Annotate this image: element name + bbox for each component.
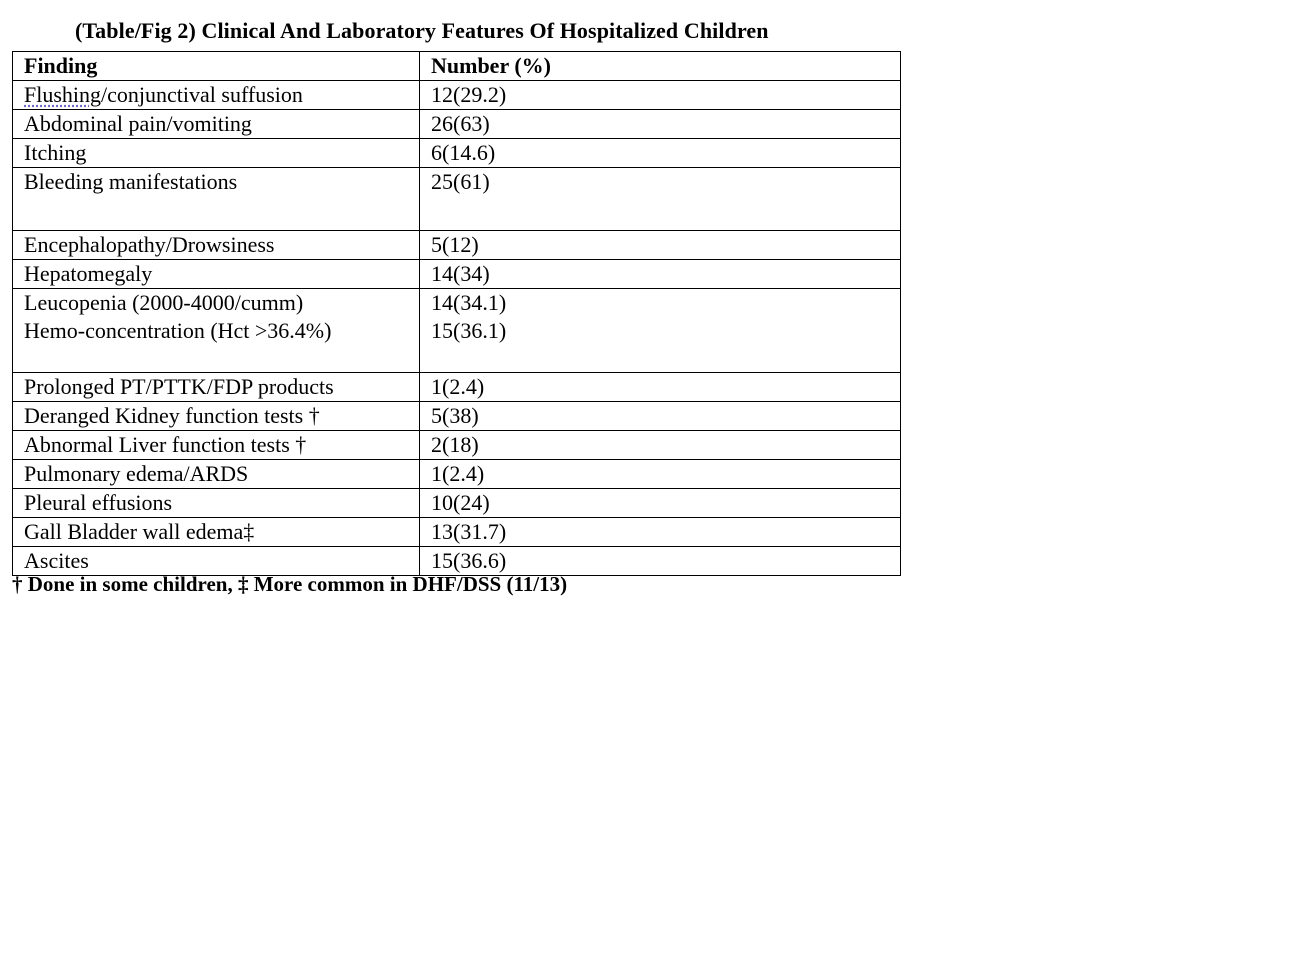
finding-cell bbox=[13, 81, 420, 110]
value-cell: 5(38) bbox=[420, 402, 901, 431]
finding-line: Leucopenia (2000-4000/cumm) bbox=[24, 290, 304, 315]
value-cell: 5(12) bbox=[420, 231, 901, 260]
table-row bbox=[13, 289, 901, 373]
value-cell: 10(24) bbox=[420, 489, 901, 518]
table-row bbox=[13, 168, 901, 231]
value-cell: 6(14.6) bbox=[420, 139, 901, 168]
table-row bbox=[13, 373, 901, 402]
table-footnote: † Done in some children, ‡ More common in DHF/DSS (11/13) bbox=[12, 572, 568, 596]
finding-cell: Deranged Kidney function tests † bbox=[13, 402, 420, 431]
table-row bbox=[13, 518, 901, 547]
finding-cell: Itching bbox=[13, 139, 420, 168]
findings-table bbox=[12, 51, 901, 576]
value-cell: 12(29.2) bbox=[420, 81, 901, 110]
table-row bbox=[13, 110, 901, 139]
value-cell bbox=[420, 289, 901, 373]
value-cell: 25(61) bbox=[420, 168, 901, 231]
table-header-row bbox=[13, 52, 901, 81]
column-header-number: Number (%) bbox=[420, 52, 901, 81]
table-row bbox=[13, 489, 901, 518]
finding-cell: Prolonged PT/PTTK/FDP products bbox=[13, 373, 420, 402]
finding-cell: Abdominal pain/vomiting bbox=[13, 110, 420, 139]
finding-line: Hemo-concentration (Hct >36.4%) bbox=[24, 318, 332, 343]
table-title: (Table/Fig 2) Clinical And Laboratory Features Of Hospitalized Children bbox=[75, 18, 769, 43]
value-cell: 26(63) bbox=[420, 110, 901, 139]
finding-cell: Bleeding manifestations bbox=[13, 168, 420, 231]
finding-cell: Pleural effusions bbox=[13, 489, 420, 518]
finding-cell: Ascites bbox=[13, 547, 420, 576]
spellcheck-word: Flushing bbox=[24, 82, 102, 107]
finding-cell: Pulmonary edema/ARDS bbox=[13, 460, 420, 489]
table-row bbox=[13, 81, 901, 110]
table-row bbox=[13, 460, 901, 489]
value-cell: 14(34) bbox=[420, 260, 901, 289]
value-line: 14(34.1) bbox=[431, 290, 507, 315]
finding-cell: Gall Bladder wall edema‡ bbox=[13, 518, 420, 547]
finding-text: /conjunctival suffusion bbox=[101, 82, 303, 107]
finding-cell: Hepatomegaly bbox=[13, 260, 420, 289]
table-row bbox=[13, 260, 901, 289]
table-row bbox=[13, 139, 901, 168]
value-cell: 1(2.4) bbox=[420, 373, 901, 402]
finding-cell bbox=[13, 289, 420, 373]
value-line: 15(36.1) bbox=[431, 318, 507, 343]
value-cell: 2(18) bbox=[420, 431, 901, 460]
table-row bbox=[13, 431, 901, 460]
finding-cell: Abnormal Liver function tests † bbox=[13, 431, 420, 460]
value-cell: 15(36.6) bbox=[420, 547, 901, 576]
column-header-finding: Finding bbox=[13, 52, 420, 81]
finding-cell: Encephalopathy/Drowsiness bbox=[13, 231, 420, 260]
table-row bbox=[13, 231, 901, 260]
table-row bbox=[13, 402, 901, 431]
value-cell: 1(2.4) bbox=[420, 460, 901, 489]
value-cell: 13(31.7) bbox=[420, 518, 901, 547]
